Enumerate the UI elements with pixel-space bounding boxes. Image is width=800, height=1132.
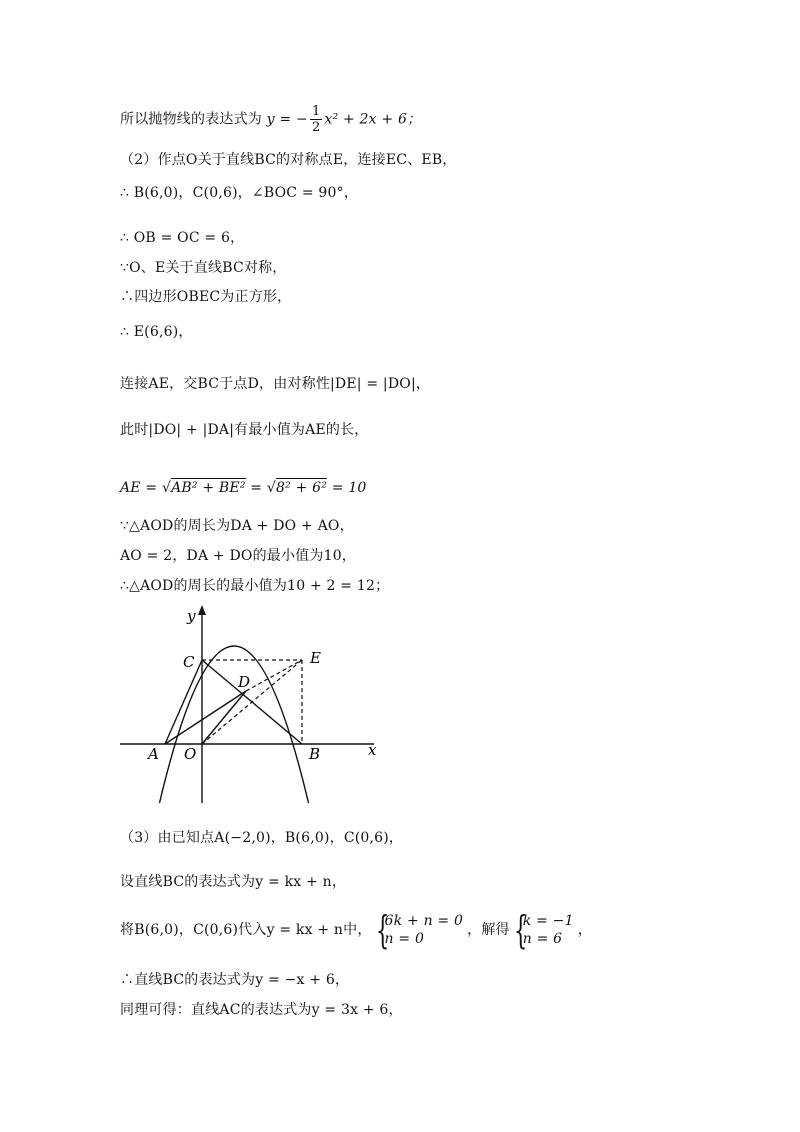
y-axis-arrow <box>198 605 206 615</box>
segment-od <box>202 691 246 744</box>
line-part2-intro: （2）作点O关于直线BC的对称点E，连接EC、EB， <box>120 152 457 168</box>
line-ac-expression: 同理可得：直线AC的表达式为y = 3x + 6， <box>120 1002 403 1018</box>
label-c: C <box>183 653 195 671</box>
line-bc-expression: ∴直线BC的表达式为y = −x + 6， <box>120 972 350 988</box>
segment-de-dashed <box>246 660 302 691</box>
line-symmetry: ∵O、E关于直线BC对称， <box>120 260 287 276</box>
line-substitute: 将B(6,0)，C(0,6)代入y = kx + n中， { 6k + n = 0 n = 0 ，解得 { k = −1 n = 6 ， <box>120 908 592 952</box>
parabola-curve <box>160 646 309 803</box>
line-ao: AO = 2，DA + DO的最小值为10， <box>120 548 357 564</box>
line-ob-oc: ∴ OB = OC = 6， <box>120 230 245 246</box>
label-y: y <box>187 607 196 625</box>
label-x: x <box>368 741 377 759</box>
line-ae-length: AE = √AB² + BE² = √8² + 6² = 10 <box>120 480 367 496</box>
line-perimeter-min: ∴△AOD的周长的最小值为10 + 2 = 12； <box>120 578 390 594</box>
line-square: ∴四边形OBEC为正方形， <box>120 289 292 305</box>
line-perimeter: ∵△AOD的周长为DA + DO + AO， <box>120 518 354 534</box>
label-a: A <box>148 745 159 763</box>
label-d: D <box>238 673 251 691</box>
line-parabola-expression: 所以抛物线的表达式为 y = − $\frac{1}{2}$ x² + 2x + 6； <box>120 104 422 135</box>
line-part3-points: （3）由已知点A(−2,0)，B(6,0)，C(0,6)， <box>120 830 404 846</box>
line-point-e: ∴ E(6,6)， <box>120 324 193 340</box>
line-minimum: 此时|DO| + |DA|有最小值为AE的长， <box>120 422 369 438</box>
geometry-figure <box>118 603 388 812</box>
label-e: E <box>310 649 321 667</box>
label-o: O <box>184 745 197 763</box>
fraction-one-half: $\frac{1}{2}$ <box>311 104 321 135</box>
parabola-diagram <box>118 603 388 808</box>
line-points-bc: ∴ B(6,0)，C(0,6)，∠BOC = 90°， <box>120 185 359 201</box>
system-solution: { k = −1 n = 6 <box>513 908 574 952</box>
label-b: B <box>309 745 321 763</box>
line-assume-bc: 设直线BC的表达式为y = kx + n， <box>120 874 347 890</box>
system-of-equations: { 6k + n = 0 n = 0 <box>375 908 464 952</box>
line-connect-ae: 连接AE，交BC于点D，由对称性|DE| = |DO|， <box>120 376 431 392</box>
